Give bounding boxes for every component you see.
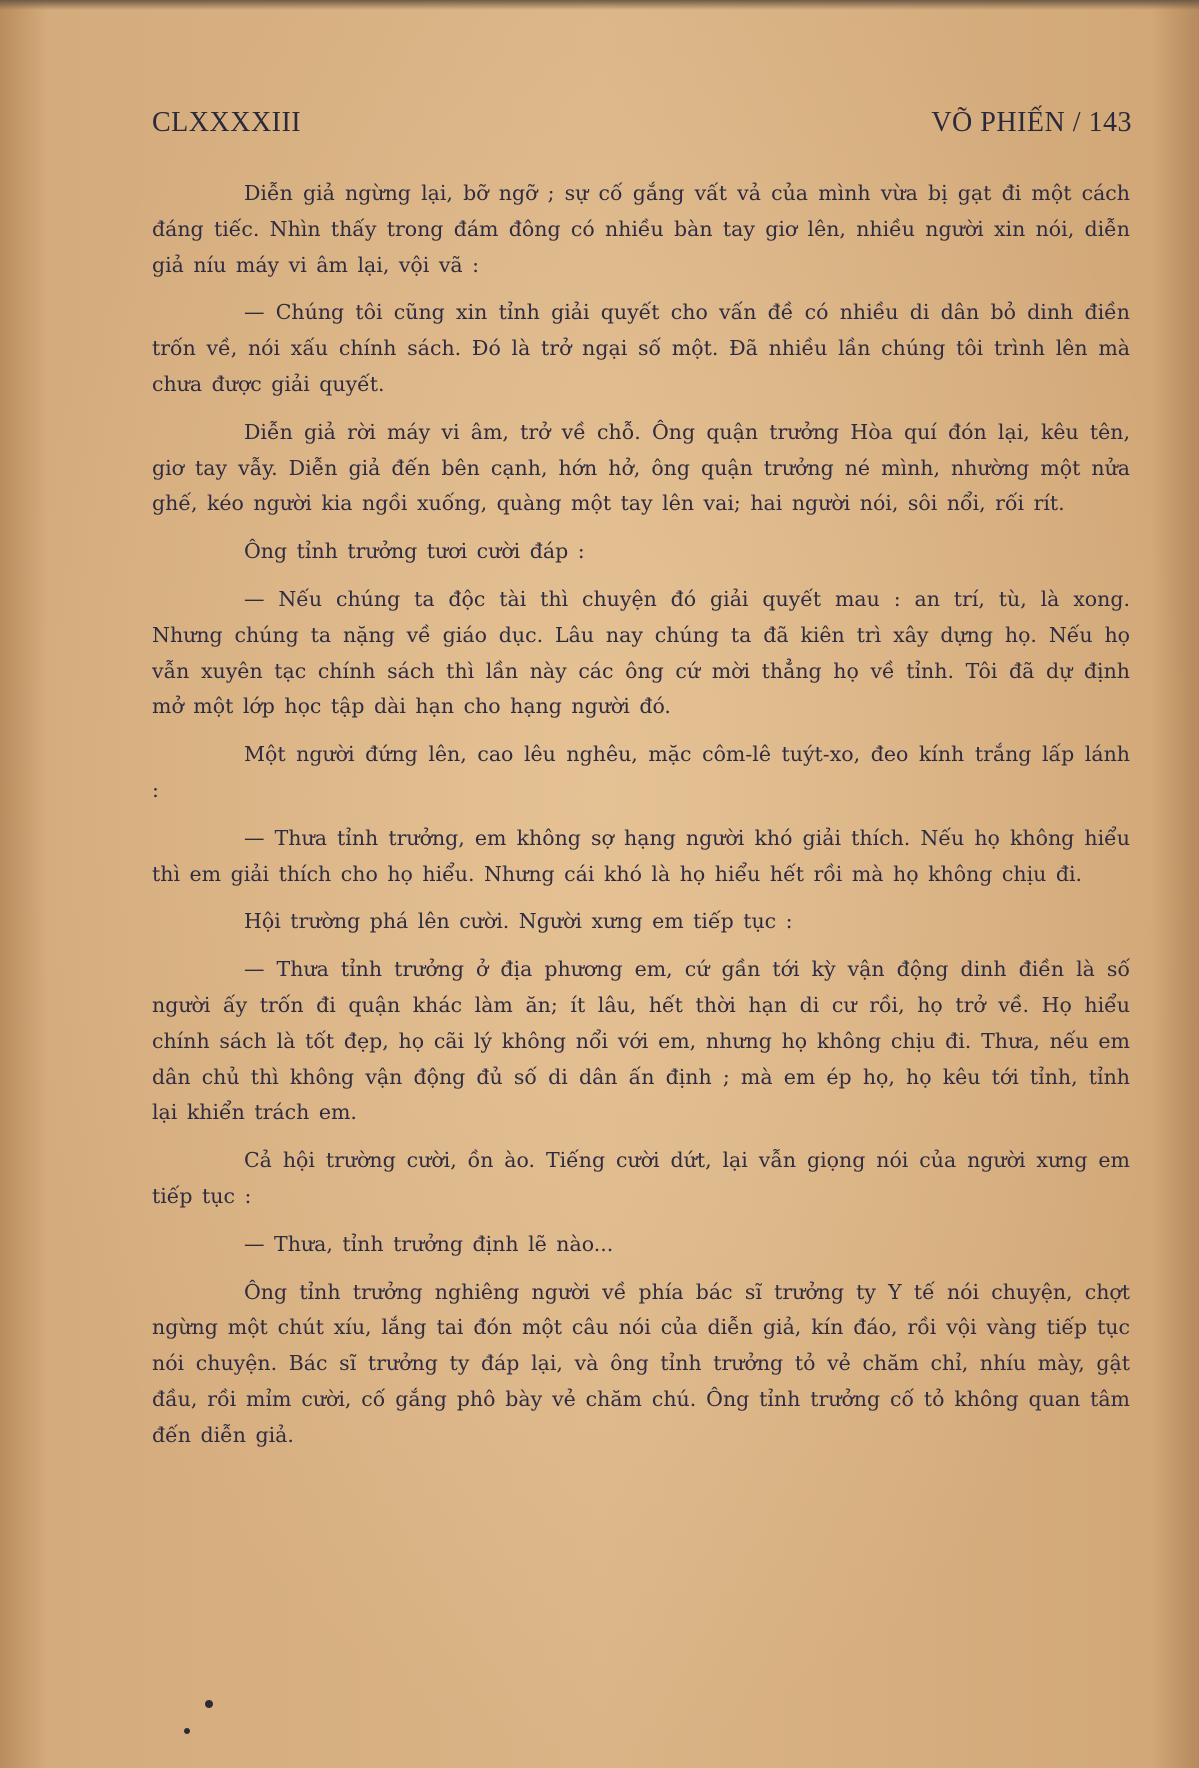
ink-spot — [184, 1728, 190, 1734]
paragraph: Cả hội trường cười, ồn ào. Tiếng cười dứt, lại vẫn giọng nói của người xưng em tiếp tục : — [152, 1148, 1130, 1208]
paragraph: Hội trường phá lên cười. Người xưng em tiếp tục : — [244, 909, 793, 934]
page-top-edge — [0, 0, 1199, 10]
paragraph: — Thưa, tỉnh trưởng định lẽ nào... — [244, 1231, 614, 1256]
paragraph: — Nếu chúng ta độc tài thì chuyện đó giải quyết mau : an trí, tù, là xong. Nhưng chúng ta nặng về giáo dục. Lâu nay chúng ta đã kiên trì xây dựng họ. Nếu họ vẫn xuyên tạc chính sách thì lần này các ông cứ mời thẳng họ về tỉnh. Tôi đã dự định mở một lớp học tập dài hạn cho hạng người đó. — [152, 586, 1130, 719]
paragraph: Ông tỉnh trưởng tươi cười đáp : — [244, 539, 585, 564]
body-text — [152, 176, 1130, 1454]
paragraph: — Chúng tôi cũng xin tỉnh giải quyết cho vấn đề có nhiều di dân bỏ dinh điền trốn về, nói xấu chính sách. Đó là trở ngại số một. Đã nhiều lần chúng tôi trình lên mà chưa được giải quyết. — [152, 300, 1130, 396]
paragraph: Diễn giả rời máy vi âm, trở về chỗ. Ông quận trưởng Hòa quí đón lại, kêu tên, giơ tay vẫy. Diễn giả đến bên cạnh, hớn hở, ông quận trưởng né mình, nhường một nửa ghế, kéo người kia ngồi xuống, quàng một tay lên vai; hai người nói, sôi nổi, rối rít. — [152, 419, 1130, 516]
paragraph: Một người đứng lên, cao lêu nghêu, mặc côm-lê tuýt-xo, đeo kính trắng lấp lánh : — [152, 742, 1130, 802]
running-head: VÕ PHIẾN / 143 — [931, 107, 1132, 138]
page-marker: CLXXXXIII — [152, 107, 302, 138]
paragraph: — Thưa tỉnh trưởng, em không sợ hạng người khó giải thích. Nếu họ không hiểu thì em giải thích cho họ hiểu. Nhưng cái khó là họ hiểu hết rồi mà họ không chịu đi. — [152, 825, 1130, 886]
paragraph: — Thưa tỉnh trưởng ở địa phương em, cứ gần tới kỳ vận động dinh điền là số người ấy trốn đi quận khác làm ăn; ít lâu, hết thời hạn di cư rồi, họ trở về. Họ hiểu chính sách là tốt đẹp, họ cãi lý không nổi với em, nhưng họ không chịu đi. Thưa, nếu em dân chủ thì không vận động đủ số di dân ấn định ; mà em ép họ, họ kêu tới tỉnh, tỉnh lại khiển trách em. — [152, 957, 1130, 1125]
page-header — [152, 107, 1132, 147]
paragraph: Diễn giả ngừng lại, bỡ ngỡ ; sự cố gắng vất vả của mình vừa bị gạt đi một cách đáng tiếc. Nhìn thấy trong đám đông có nhiều bàn tay giơ lên, nhiều người xin nói, diễn giả níu máy vi âm lại, vội vã : — [152, 181, 1130, 277]
ink-spot — [205, 1700, 213, 1708]
paragraph: Ông tỉnh trưởng nghiêng người về phía bác sĩ trưởng ty Y tế nói chuyện, chợt ngừng một chút xíu, lắng tai đón một câu nói của diễn giả, kín đáo, rồi vội vàng tiếp tục nói chuyện. Bác sĩ trưởng ty đáp lại, và ông tỉnh trưởng tỏ vẻ chăm chỉ, nhíu mày, gật đầu, rồi mỉm cười, cố gắng phô bày vẻ chăm chú. Ông tỉnh trưởng cố tỏ không quan tâm đến diễn giả. — [152, 1279, 1130, 1447]
